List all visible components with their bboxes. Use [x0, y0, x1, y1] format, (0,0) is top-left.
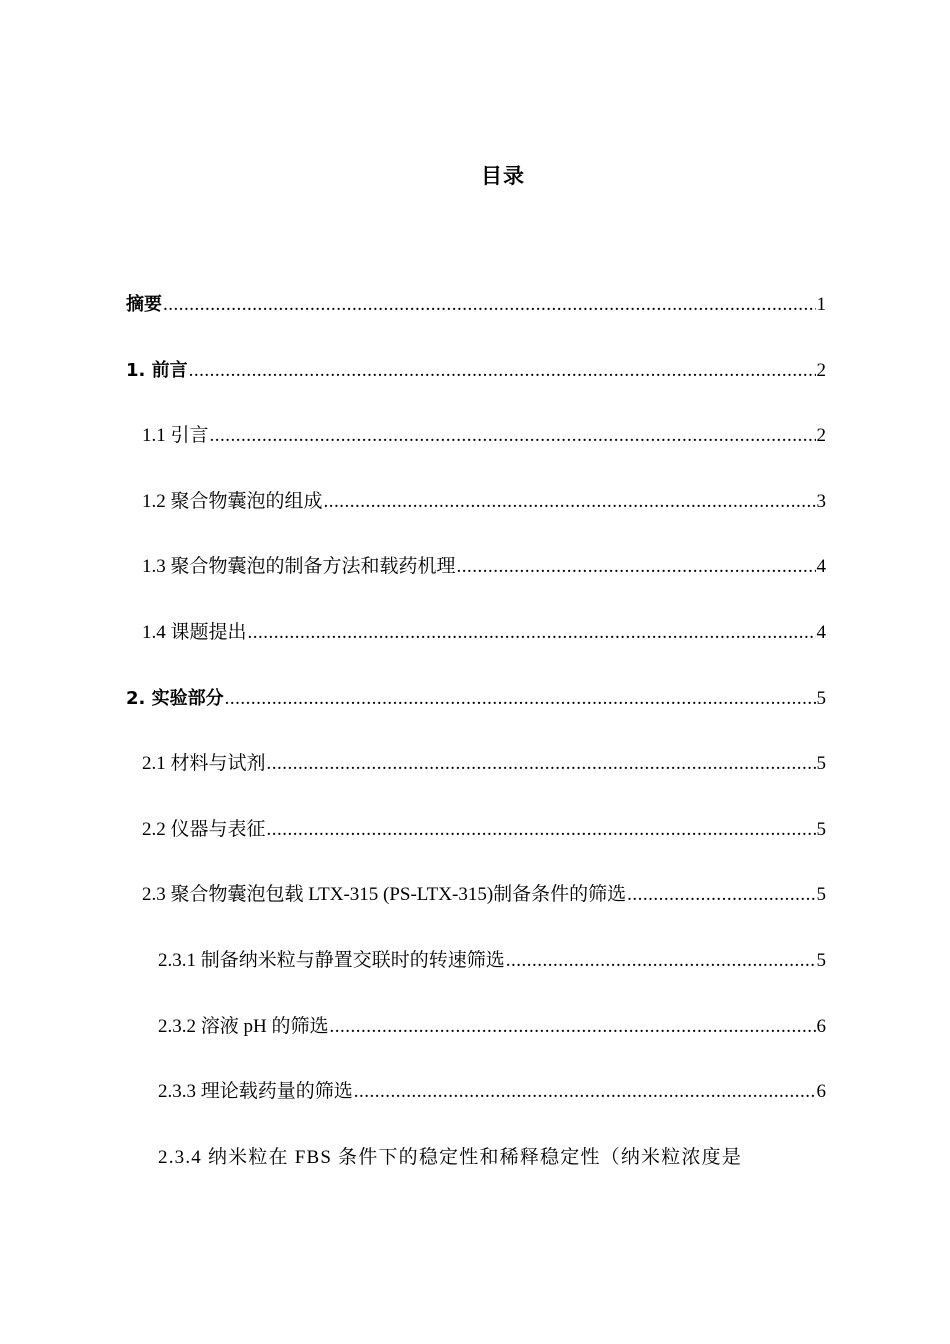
toc-leader-dots [267, 814, 816, 846]
toc-entry[interactable] [126, 748, 826, 780]
toc-leader-dots [163, 289, 816, 321]
toc-leader-dots [210, 420, 816, 452]
toc-page-number: 1 [816, 294, 826, 315]
toc-page-number: 5 [816, 687, 826, 709]
toc-entry[interactable] [126, 1011, 826, 1043]
toc-leader-dots [248, 617, 816, 649]
toc-entry-text: 1.3 聚合物囊泡的制备方法和载药机理 [142, 556, 456, 578]
toc-entry-text: 2.2 仪器与表征 [142, 818, 266, 840]
toc-entry[interactable] [126, 486, 826, 518]
toc-leader-dots [506, 945, 816, 977]
toc-leader-dots [324, 486, 816, 518]
toc-entry-text: 2.1 材料与试剂 [142, 753, 266, 775]
toc-leader-dots [329, 1011, 815, 1043]
toc-entry[interactable] [126, 683, 826, 715]
toc-entry[interactable] [126, 355, 826, 387]
toc-leader-dots [627, 879, 815, 911]
toc-entry-text: 1. 前言 [126, 359, 188, 381]
toc-entry[interactable] [126, 1142, 826, 1174]
toc-entry-text: 1.1 引言 [142, 425, 209, 447]
toc-entry[interactable] [126, 814, 826, 846]
toc-entry-text: 2.3.2 溶液 pH 的筛选 [158, 1015, 329, 1037]
toc-leader-dots [225, 683, 816, 715]
toc-page-number: 5 [816, 949, 826, 971]
toc-entry-text: 2.3.1 制备纳米粒与静置交联时的转速筛选 [158, 949, 505, 971]
toc-entry-text: 摘要 [126, 294, 162, 315]
toc-page-number: 5 [816, 753, 826, 775]
toc-entry[interactable] [126, 617, 826, 649]
toc-leader-dots [457, 551, 816, 583]
toc-entry-text: 2. 实验部分 [126, 687, 224, 709]
toc-entry-text: 2.3.4 纳米粒在 FBS 条件下的稳定性和稀释稳定性（纳米粒浓度是 [158, 1146, 743, 1168]
toc-entry-text: 1.2 聚合物囊泡的组成 [142, 490, 323, 512]
toc-entry[interactable] [126, 551, 826, 583]
toc-page-number: 4 [816, 621, 826, 643]
toc-page-number: 5 [816, 884, 826, 906]
toc-page-number: 6 [816, 1081, 826, 1103]
toc-entry[interactable] [126, 420, 826, 452]
toc-page-number: 2 [816, 359, 826, 381]
toc-page-number: 3 [816, 490, 826, 512]
toc-leader-dots [354, 1076, 816, 1108]
toc-page-number: 6 [816, 1015, 826, 1037]
toc-leader-dots [267, 748, 816, 780]
toc-entry[interactable] [126, 945, 826, 977]
toc-leader-dots [189, 355, 816, 387]
table-of-contents [126, 289, 826, 1207]
toc-entry[interactable] [126, 289, 826, 321]
toc-entry-text: 1.4 课题提出 [142, 621, 247, 643]
toc-entry[interactable] [126, 1076, 826, 1108]
toc-entry-text: 2.3 聚合物囊泡包载 LTX-315 (PS-LTX-315)制备条件的筛选 [142, 884, 627, 906]
toc-page-number: 5 [816, 818, 826, 840]
toc-page-number: 2 [816, 425, 826, 447]
toc-entry-text: 2.3.3 理论载药量的筛选 [158, 1081, 353, 1103]
toc-entry[interactable] [126, 879, 826, 911]
toc-title: 目录 [481, 164, 525, 188]
toc-page-number: 4 [816, 556, 826, 578]
